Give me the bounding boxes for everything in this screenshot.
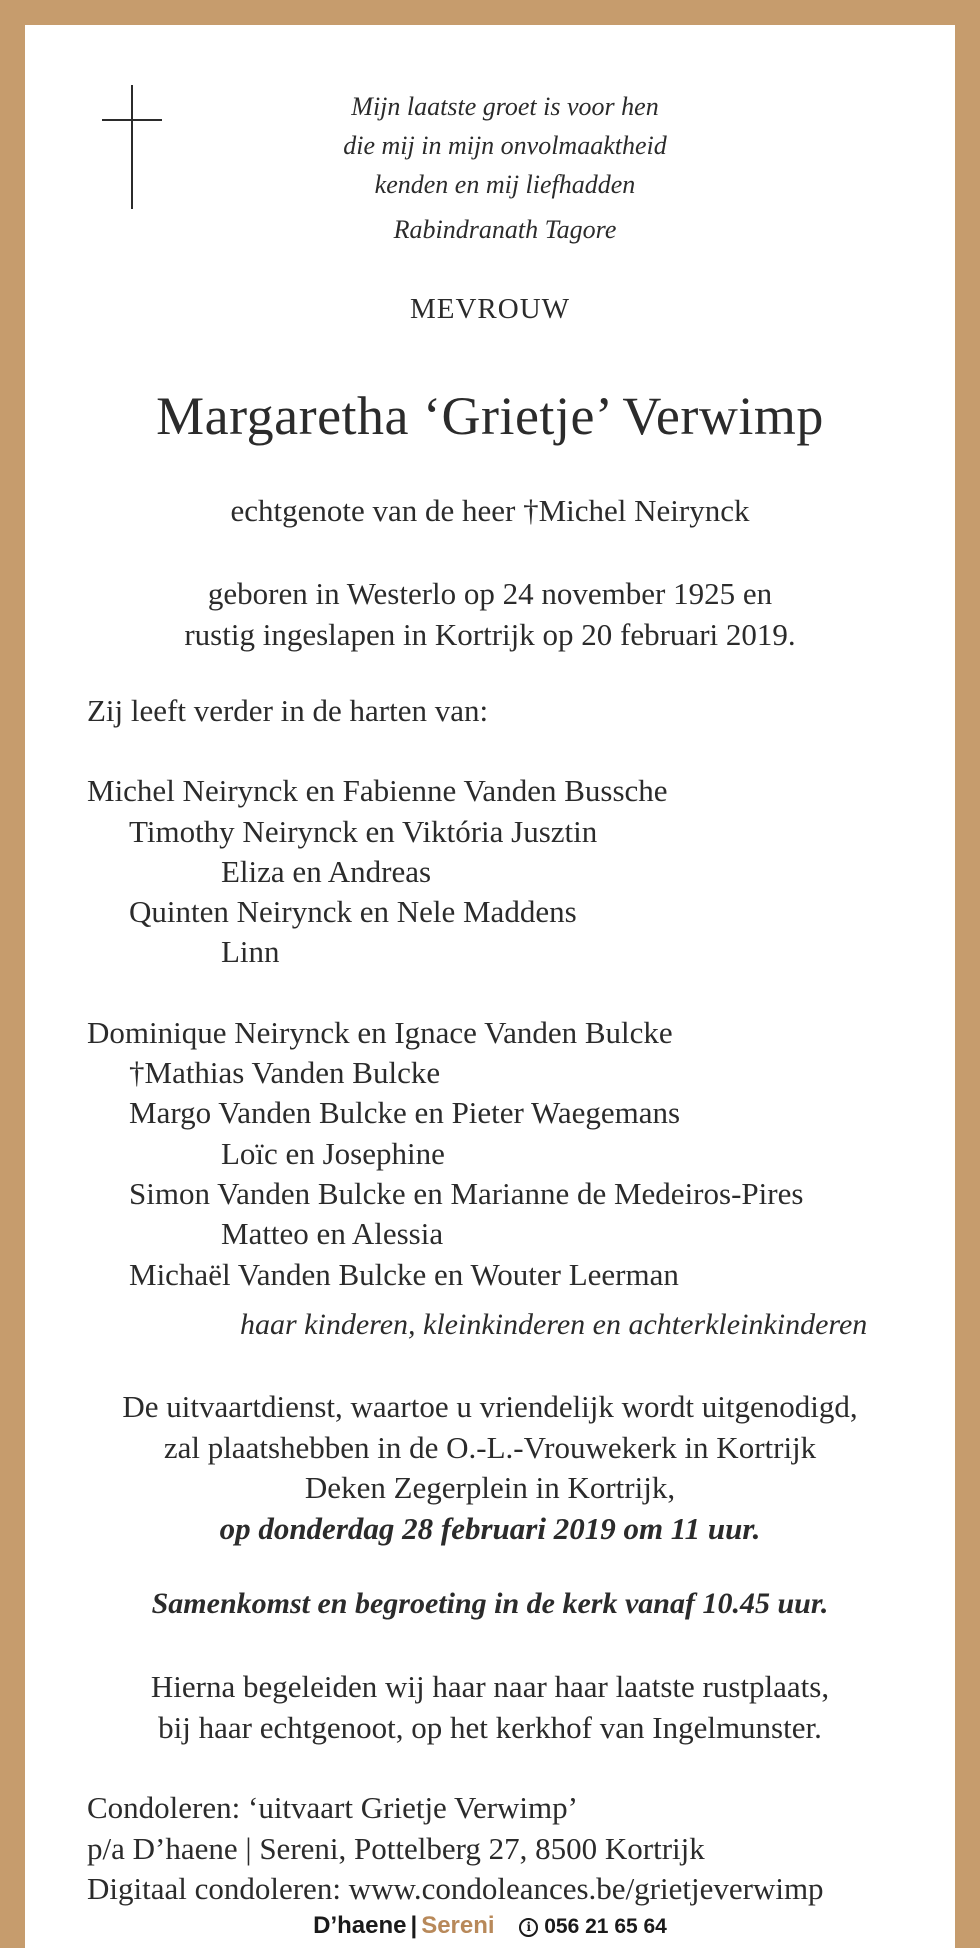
condolence-info — [87, 1788, 947, 1910]
obituary-card — [25, 25, 955, 1948]
family-member: Michel Neirynck en Fabienne Vanden Bussche — [87, 773, 668, 809]
condolence-address: p/a D’haene | Sereni, Pottelberg 27, 8500 Kortrijk — [87, 1830, 705, 1866]
funeral-line: Deken Zegerplein in Kortrijk, — [304, 1470, 676, 1505]
phone-number[interactable]: 056 21 65 64 — [544, 1915, 667, 1938]
quote-line: Mijn laatste groet is voor hen — [351, 92, 659, 121]
spouse-line: echtgenote van de heer †Michel Neirynck — [230, 493, 750, 528]
brand-separator: | — [410, 1912, 418, 1939]
family-member: †Mathias Vanden Bulcke — [129, 1055, 441, 1091]
phone-number-block — [519, 1915, 667, 1938]
burial-line: bij haar echtgenoot, op het kerkhof van Ingelmunster. — [158, 1709, 822, 1745]
family-relation: haar kinderen, kleinkinderen en achterkleinkinderen — [240, 1308, 868, 1341]
birth-death-info — [25, 573, 955, 655]
family-member: Dominique Neirynck en Ignace Vanden Bulcke — [87, 1014, 673, 1050]
family-intro: Zij leeft verder in de harten van: — [87, 693, 489, 728]
gathering-info: Samenkomst en begroeting in de kerk vanaf 10.45 uur. — [151, 1587, 829, 1620]
quote-author: Rabindranath Tagore — [393, 215, 617, 244]
condolence-website[interactable]: Digitaal condoleren: www.condoleances.be/grietjeverwimp — [87, 1871, 824, 1906]
family-member: Margo Vanden Bulcke en Pieter Waegemans — [129, 1095, 681, 1131]
family-member: Simon Vanden Bulcke en Marianne de Medeiros-Pires — [129, 1175, 804, 1211]
brand-dhaene: D’haene — [313, 1912, 407, 1939]
funeral-line: De uitvaartdienst, waartoe u vriendelijk wordt uitgenodigd, — [122, 1389, 858, 1424]
quote-line: die mij in mijn onvolmaaktheid — [343, 131, 667, 160]
death-line: rustig ingeslapen in Kortrijk op 20 februari 2019. — [184, 617, 796, 652]
family-member: Quinten Neirynck en Nele Maddens — [129, 894, 577, 930]
info-circle-icon: i — [519, 1918, 538, 1937]
quote-block — [285, 87, 725, 249]
family-member: Loïc en Josephine — [221, 1135, 445, 1171]
funeral-date: op donderdag 28 februari 2019 om 11 uur. — [219, 1510, 761, 1546]
family-list — [87, 691, 947, 1295]
family-member: Matteo en Alessia — [221, 1216, 444, 1252]
condolence-line: Condoleren: ‘uitvaart Grietje Verwimp’ — [87, 1790, 578, 1825]
family-member: Linn — [221, 934, 280, 970]
family-member: Timothy Neirynck en Viktória Jusztin — [129, 813, 598, 849]
brand-sereni: Sereni — [421, 1912, 495, 1939]
honorific: MEVROUW — [409, 293, 571, 325]
burial-info — [25, 1667, 955, 1748]
cross-icon — [102, 85, 162, 209]
funeral-home-footer — [195, 1912, 785, 1940]
family-member: Michaël Vanden Bulcke en Wouter Leerman — [129, 1256, 679, 1292]
birth-line: geboren in Westerlo op 24 november 1925 en — [207, 576, 773, 611]
quote-line: kenden en mij liefhadden — [374, 170, 636, 199]
family-member: Eliza en Andreas — [221, 853, 432, 889]
deceased-name: Margaretha ‘Grietje’ Verwimp — [156, 386, 824, 446]
funeral-line: zal plaatshebben in de O.-L.-Vrouwekerk in Kortrijk — [163, 1429, 817, 1465]
burial-line: Hierna begeleiden wij haar naar haar laatste rustplaats, — [150, 1669, 830, 1704]
funeral-info — [25, 1387, 955, 1549]
